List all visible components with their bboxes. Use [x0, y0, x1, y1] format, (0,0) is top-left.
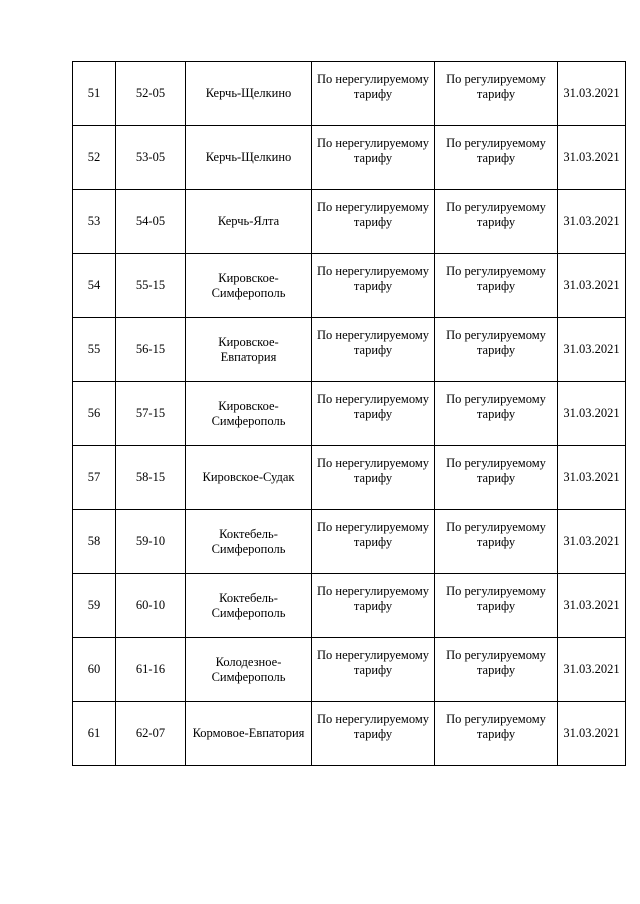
tariff-type-cell	[435, 126, 558, 190]
payment-type: По нерегулируемому тарифу	[317, 328, 429, 357]
route-name: Керчь-Ялта	[217, 214, 280, 228]
tariff-type: По регулируемому тарифу	[446, 72, 546, 101]
row-number: 61	[73, 702, 116, 766]
route-name-cell	[186, 62, 312, 126]
route-date: 31.03.2021	[558, 62, 626, 126]
route-reg-number: 53-05	[116, 126, 186, 190]
route-name: Колодезное-Симферополь	[211, 654, 286, 684]
route-name-cell	[186, 638, 312, 702]
table-row	[73, 190, 626, 254]
payment-type: По нерегулируемому тарифу	[317, 136, 429, 165]
route-name: Кировское-Судак	[202, 470, 295, 484]
route-name: Керчь-Щелкино	[205, 150, 292, 164]
route-name-cell	[186, 126, 312, 190]
route-name: Кировское-Евпатория	[218, 334, 279, 364]
route-date: 31.03.2021	[558, 318, 626, 382]
payment-type-cell	[312, 126, 435, 190]
row-number: 54	[73, 254, 116, 318]
row-number: 51	[73, 62, 116, 126]
payment-type-cell	[312, 62, 435, 126]
table-row	[73, 638, 626, 702]
table-row	[73, 318, 626, 382]
row-number: 55	[73, 318, 116, 382]
tariff-type: По регулируемому тарифу	[446, 648, 546, 677]
tariff-type: По регулируемому тарифу	[446, 264, 546, 293]
route-date: 31.03.2021	[558, 382, 626, 446]
route-name: Кировское-Симферополь	[211, 398, 286, 428]
route-name: Кировское-Симферополь	[211, 270, 286, 300]
route-name: Коктебель-Симферополь	[211, 526, 286, 556]
payment-type-cell	[312, 446, 435, 510]
table-row	[73, 382, 626, 446]
route-date: 31.03.2021	[558, 510, 626, 574]
payment-type-cell	[312, 318, 435, 382]
table-row	[73, 62, 626, 126]
table-row	[73, 126, 626, 190]
payment-type: По нерегулируемому тарифу	[317, 520, 429, 549]
payment-type: По нерегулируемому тарифу	[317, 712, 429, 741]
routes-table-body	[73, 62, 626, 766]
route-name: Коктебель-Симферополь	[211, 590, 286, 620]
row-number: 57	[73, 446, 116, 510]
route-name: Керчь-Щелкино	[205, 86, 292, 100]
payment-type-cell	[312, 638, 435, 702]
route-reg-number: 57-15	[116, 382, 186, 446]
payment-type: По нерегулируемому тарифу	[317, 392, 429, 421]
route-name-cell	[186, 254, 312, 318]
tariff-type-cell	[435, 318, 558, 382]
tariff-type-cell	[435, 574, 558, 638]
tariff-type: По регулируемому тарифу	[446, 520, 546, 549]
row-number: 53	[73, 190, 116, 254]
table-row	[73, 574, 626, 638]
payment-type-cell	[312, 702, 435, 766]
payment-type: По нерегулируемому тарифу	[317, 200, 429, 229]
route-reg-number: 60-10	[116, 574, 186, 638]
route-reg-number: 62-07	[116, 702, 186, 766]
payment-type-cell	[312, 190, 435, 254]
tariff-type-cell	[435, 510, 558, 574]
tariff-type-cell	[435, 254, 558, 318]
table-row	[73, 446, 626, 510]
route-name-cell	[186, 318, 312, 382]
row-number: 52	[73, 126, 116, 190]
row-number: 59	[73, 574, 116, 638]
tariff-type: По регулируемому тарифу	[446, 456, 546, 485]
route-date: 31.03.2021	[558, 190, 626, 254]
payment-type-cell	[312, 574, 435, 638]
route-reg-number: 55-15	[116, 254, 186, 318]
tariff-type-cell	[435, 702, 558, 766]
tariff-type-cell	[435, 190, 558, 254]
row-number: 58	[73, 510, 116, 574]
tariff-type: По регулируемому тарифу	[446, 328, 546, 357]
payment-type-cell	[312, 254, 435, 318]
payment-type: По нерегулируемому тарифу	[317, 264, 429, 293]
route-date: 31.03.2021	[558, 254, 626, 318]
route-date: 31.03.2021	[558, 574, 626, 638]
routes-table	[72, 61, 626, 766]
route-name: Кормовое-Евпатория	[192, 726, 305, 740]
payment-type: По нерегулируемому тарифу	[317, 72, 429, 101]
route-name-cell	[186, 702, 312, 766]
route-reg-number: 58-15	[116, 446, 186, 510]
tariff-type-cell	[435, 446, 558, 510]
payment-type: По нерегулируемому тарифу	[317, 584, 429, 613]
tariff-type-cell	[435, 638, 558, 702]
route-name-cell	[186, 446, 312, 510]
tariff-type-cell	[435, 62, 558, 126]
route-date: 31.03.2021	[558, 638, 626, 702]
table-row	[73, 510, 626, 574]
payment-type-cell	[312, 510, 435, 574]
tariff-type: По регулируемому тарифу	[446, 584, 546, 613]
route-reg-number: 54-05	[116, 190, 186, 254]
route-date: 31.03.2021	[558, 702, 626, 766]
payment-type: По нерегулируемому тарифу	[317, 648, 429, 677]
route-reg-number: 56-15	[116, 318, 186, 382]
table-row	[73, 702, 626, 766]
row-number: 56	[73, 382, 116, 446]
route-name-cell	[186, 382, 312, 446]
tariff-type: По регулируемому тарифу	[446, 712, 546, 741]
route-reg-number: 52-05	[116, 62, 186, 126]
tariff-type-cell	[435, 382, 558, 446]
tariff-type: По регулируемому тарифу	[446, 392, 546, 421]
payment-type: По нерегулируемому тарифу	[317, 456, 429, 485]
route-name-cell	[186, 510, 312, 574]
tariff-type: По регулируемому тарифу	[446, 136, 546, 165]
route-date: 31.03.2021	[558, 446, 626, 510]
table-row	[73, 254, 626, 318]
route-name-cell	[186, 190, 312, 254]
row-number: 60	[73, 638, 116, 702]
tariff-type: По регулируемому тарифу	[446, 200, 546, 229]
route-reg-number: 61-16	[116, 638, 186, 702]
route-reg-number: 59-10	[116, 510, 186, 574]
route-date: 31.03.2021	[558, 126, 626, 190]
route-name-cell	[186, 574, 312, 638]
payment-type-cell	[312, 382, 435, 446]
